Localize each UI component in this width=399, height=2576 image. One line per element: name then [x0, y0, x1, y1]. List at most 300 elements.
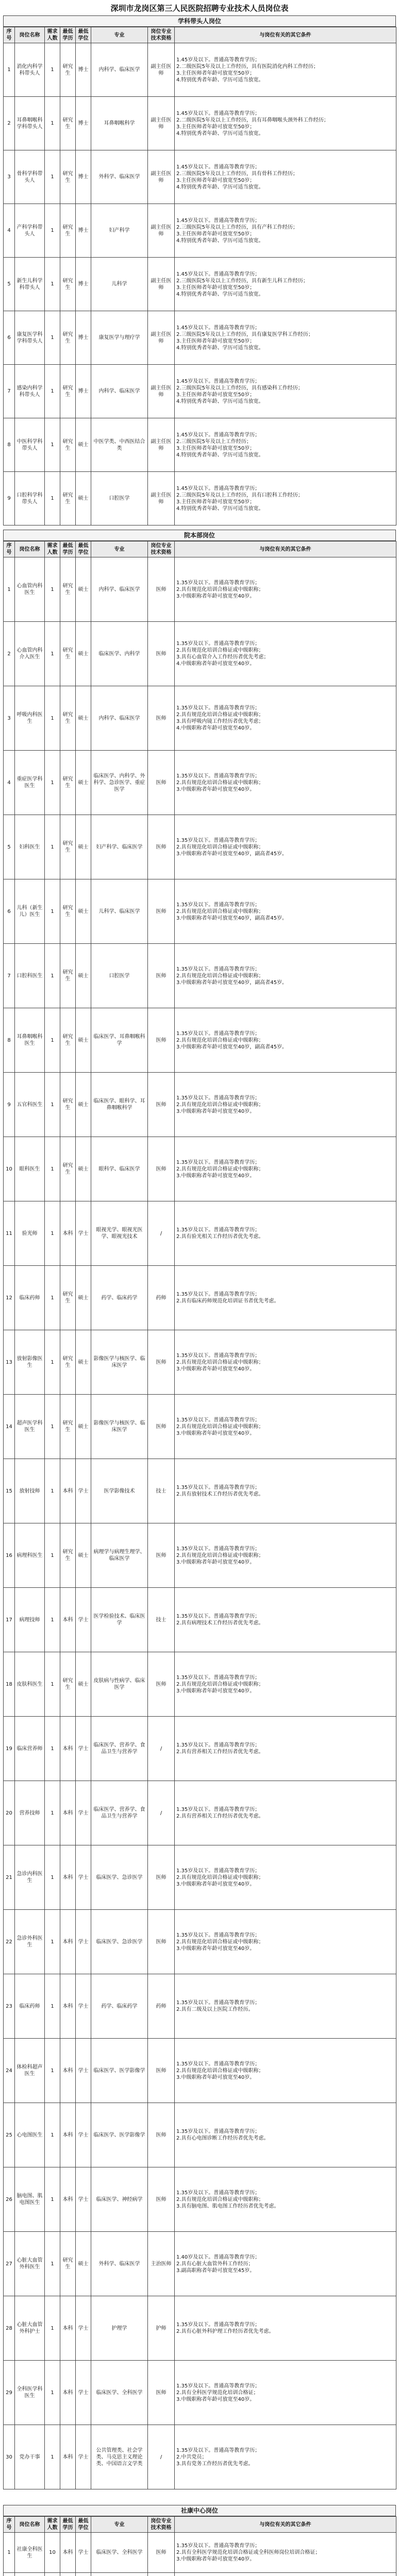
table-cell: 8 — [4, 1008, 15, 1073]
table-cell: 耳鼻咽喉科学 — [91, 97, 148, 150]
column-header: 最低学历 — [60, 27, 76, 43]
table-cell: 学士 — [76, 1588, 91, 1652]
table-cell: 硕士 — [76, 1330, 91, 1395]
table-cell: 内科学、临床医学 — [91, 557, 148, 622]
column-header: 专业 — [91, 27, 148, 43]
column-header: 需求人数 — [45, 27, 60, 43]
column-header: 岗位名称 — [15, 541, 45, 557]
table-cell: 儿科学、临床医学 — [91, 879, 148, 944]
table-cell: 1.35岁及以下。普通高等教育学历； 2.具有规范化培训合格证或中级职称； 3.中级职称者年龄可放宽至40岁。 — [175, 1137, 396, 1201]
table-cell: 康复医学科学科带头人 — [15, 311, 45, 365]
table-row — [4, 1137, 396, 1201]
table-cell: 社康全科医生 — [15, 2533, 45, 2573]
table-cell: 医学检验技术、临床医学 — [91, 1588, 148, 1652]
table-cell: 主治医师 — [148, 2232, 175, 2296]
table-cell: 7 — [4, 365, 15, 418]
table-cell: 1.45岁及以下。普通高等教育学历； 2.二级医院5年及以上工作经历，具有耳鼻咽喉头颈外科工作经历； 3.主任医师者年龄可放宽至50岁； 4.特别优秀者年龄、学历可适当放宽。 — [175, 97, 396, 150]
table-cell: 1 — [45, 1523, 60, 1588]
table-cell: 内科学、临床医学 — [91, 686, 148, 751]
table-cell: 临床医学、医学影像学 — [91, 2039, 148, 2103]
table-cell: 1 — [45, 258, 60, 311]
table-row — [4, 557, 396, 622]
table-cell: 研究生 — [60, 150, 76, 204]
table-cell: 妇产科学 — [91, 204, 148, 258]
table-cell: 3 — [4, 150, 15, 204]
section-label: 社康中心岗位 — [3, 2505, 396, 2516]
table-cell: 本科 — [60, 1910, 76, 1974]
table-cell: 副主任医师 — [148, 43, 175, 97]
table-cell: 学士 — [76, 2167, 91, 2232]
table-cell: 硕士 — [76, 1008, 91, 1073]
table-cell: 24 — [4, 2039, 15, 2103]
table-cell: 18 — [4, 1652, 15, 1717]
table-cell: 硕士 — [76, 1523, 91, 1588]
table-cell: 硕士 — [76, 1652, 91, 1717]
column-header: 需求人数 — [45, 2517, 60, 2533]
table-cell: 1 — [45, 2425, 60, 2489]
table-cell: 医师 — [148, 2361, 175, 2425]
table-cell: 10 — [45, 2533, 60, 2573]
column-header: 序号 — [4, 27, 15, 43]
table-cell: 医师 — [148, 751, 175, 815]
table-cell: 1 — [45, 1974, 60, 2039]
table-cell: 放射技师 — [15, 1459, 45, 1523]
table-cell: 1.35岁及以下。普通高等教育学历； 2.具有规范化培训合格证或中级职称； 3.中级职称者年龄可放宽至40岁，副高者45岁。 — [175, 944, 396, 1008]
table-cell: 研究生 — [60, 365, 76, 418]
table-cell: 27 — [4, 2232, 15, 2296]
table-cell: 医师 — [148, 557, 175, 622]
table-cell: 研究生 — [60, 311, 76, 365]
column-header: 与岗位有关的其它条件 — [175, 27, 396, 43]
table-cell: 感染内科学科带头人 — [15, 365, 45, 418]
table-cell: 硕士 — [76, 1395, 91, 1459]
table-row — [4, 204, 396, 258]
table-cell: 消化内科学科带头人 — [15, 43, 45, 97]
table-row — [4, 1266, 396, 1330]
table-cell: 病理学与病理生理学、临床医学 — [91, 1523, 148, 1588]
table-cell: 1 — [4, 557, 15, 622]
table-cell: 1 — [45, 1266, 60, 1330]
table-cell: 1.45岁及以下。普通高等教育学历； 2.三级医院5年及以上工作经历，具有产科工作经历； 3.主任医师者年龄可放宽至50岁； 4.特别优秀者年龄、学历可适当放宽。 — [175, 204, 396, 258]
table-cell: 4 — [4, 204, 15, 258]
table-cell: 1 — [45, 944, 60, 1008]
table-cell: 1.35岁及以下。普通高等教育学历； 2.中共党员； 3.具有党务工作经历者优先考虑。 — [175, 2425, 396, 2489]
table-row — [4, 311, 396, 365]
table-cell: 研究生 — [60, 879, 76, 944]
table-row — [4, 97, 396, 150]
table-cell: 康复医学与理疗学 — [91, 311, 148, 365]
table-cell: 30 — [4, 2425, 15, 2489]
table-row — [4, 258, 396, 311]
table-cell: 1.35岁及以下。普通高等教育学历； 2.具有规范化培训合格证或中级职称； 3.中级职称者年龄可放宽至40岁，副高者45岁。 — [175, 879, 396, 944]
table-cell: 本科 — [60, 1717, 76, 1781]
table-cell: 1.45岁及以下。普通高等教育学历； 2.三级医院5年及以上工作经历，具有感染科工作经历； 3.主任医师者年龄可放宽至50岁； 4.特别优秀者年龄、学历可适当放宽。 — [175, 365, 396, 418]
table-cell: 本科 — [60, 1974, 76, 2039]
table-row — [4, 2361, 396, 2425]
table-cell: 1 — [45, 1073, 60, 1137]
table-cell: 口腔科学科带头人 — [15, 472, 45, 526]
table-cell: 硕士 — [76, 751, 91, 815]
table-cell: 体检科超声医生 — [15, 2039, 45, 2103]
table-cell: 心电图医生 — [15, 2103, 45, 2167]
table-row — [4, 686, 396, 751]
table-cell: 中医学类、中西医结合类 — [91, 418, 148, 472]
table-row — [4, 1588, 396, 1652]
table-cell: 研究生 — [60, 204, 76, 258]
table-cell: 6 — [4, 879, 15, 944]
table-header-row — [4, 27, 396, 43]
table-cell — [15, 2573, 45, 2576]
table-cell: 医师 — [148, 686, 175, 751]
column-header: 序号 — [4, 2517, 15, 2533]
table-cell: 1 — [45, 1459, 60, 1523]
table-cell: 1 — [45, 1652, 60, 1717]
table-cell: 中医科学科带头人 — [15, 418, 45, 472]
table-cell: 学士 — [76, 1974, 91, 2039]
table-cell: 14 — [4, 1395, 15, 1459]
table-cell: 5 — [4, 815, 15, 879]
table-cell: 骨科学科带头人 — [15, 150, 45, 204]
table-cell: 临床医学、全科医学 — [91, 2533, 148, 2573]
table-row — [4, 1008, 396, 1073]
table-cell: 1.35岁及以下。普通高等教育学历； 2.具有规范化培训合格证或中级职称； 3.中级职称者年龄可放宽至40岁。 — [175, 1073, 396, 1137]
table-cell: 26 — [4, 2167, 15, 2232]
table-cell: 病理科医生 — [15, 1523, 45, 1588]
table-cell: 全科医学科医生 — [15, 2361, 45, 2425]
table-cell: 硕士 — [76, 1073, 91, 1137]
table-cell: 药学、临床药学 — [91, 1266, 148, 1330]
table-cell: 研究生 — [60, 1137, 76, 1201]
table-cell: 学士 — [76, 1459, 91, 1523]
table-cell: 临床医学、全科医学 — [91, 2361, 148, 2425]
table-cell: 23 — [4, 1974, 15, 2039]
table-cell: 新生儿科学科带头人 — [15, 258, 45, 311]
table-row — [4, 1523, 396, 1588]
table-cell: 博士 — [76, 258, 91, 311]
table-cell: 25 — [4, 2103, 15, 2167]
table-cell: 1.35岁及以下。普通高等教育学历； 2.具有心电图诊断工作经历者优先考虑。 — [175, 2103, 396, 2167]
table-row — [4, 622, 396, 686]
table-cell: 研究生 — [60, 622, 76, 686]
table-cell: 1 — [45, 815, 60, 879]
table-cell — [76, 2573, 91, 2576]
table-cell: 1 — [45, 2296, 60, 2361]
table-cell: 硕士 — [76, 879, 91, 944]
table-cell: 1 — [45, 97, 60, 150]
table-cell: 耳鼻咽喉科医生 — [15, 1008, 45, 1073]
table-cell: 1 — [45, 418, 60, 472]
table-cell: 1 — [45, 1588, 60, 1652]
table-cell: 2 — [4, 622, 15, 686]
table-cell: 2 — [4, 97, 15, 150]
table-cell: 研究生 — [60, 1652, 76, 1717]
table-cell: 本科 — [60, 2533, 76, 2573]
job-table — [3, 27, 396, 526]
table-cell: 1.45岁及以下。普通高等教育学历； 2.二级医院5年及以上工作经历，具有医院消化内科工作经历； 3.主任医师者年龄可放宽至50岁； 4.特别优秀者年龄、学历可适当放宽。 — [175, 43, 396, 97]
section-2 — [3, 530, 396, 2489]
table-cell: 公共管理类、社会学类、马克思主义理论类、中国语言文学类 — [91, 2425, 148, 2489]
table-cell: 研究生 — [60, 418, 76, 472]
column-header: 最低学历 — [60, 2517, 76, 2533]
table-cell: 医师 — [148, 1073, 175, 1137]
table-cell: 重症医学科医生 — [15, 751, 45, 815]
table-cell: 29 — [4, 2361, 15, 2425]
table-cell: 本科 — [60, 2103, 76, 2167]
table-cell: 医师 — [148, 1910, 175, 1974]
table-cell: 技士 — [148, 1459, 175, 1523]
table-cell: 1 — [45, 1395, 60, 1459]
table-cell: 医师 — [148, 879, 175, 944]
table-cell: 护理学 — [91, 2296, 148, 2361]
section-3 — [3, 2505, 396, 2576]
table-cell: 医师 — [148, 815, 175, 879]
table-cell: 1 — [45, 751, 60, 815]
table-cell: 1.35岁及以下。普通高等教育学历； 2.具有规范化培训合格证或中级职称； 3.中级职称者年龄可放宽至40岁。 — [175, 1330, 396, 1395]
table-cell: 眼视光学、眼视光医学、眼视光技术 — [91, 1201, 148, 1266]
table-cell: 17 — [4, 1588, 15, 1652]
section-label: 院本部岗位 — [3, 530, 396, 541]
table-row — [4, 2296, 396, 2361]
table-cell: 1.35岁及以下。普通高等教育学历； 2.具有二级及以上医院工作经历。 — [175, 1974, 396, 2039]
table-cell: 学士 — [76, 1781, 91, 1845]
table-cell: 硕士 — [76, 622, 91, 686]
table-cell: 本科 — [60, 2167, 76, 2232]
table-cell: 本科 — [60, 2296, 76, 2361]
table-cell: 临床营养师 — [15, 1717, 45, 1781]
table-cell: 22 — [4, 1910, 15, 1974]
table-cell — [4, 2573, 15, 2576]
table-cell: 1 — [4, 43, 15, 97]
table-cell: 1 — [45, 43, 60, 97]
table-cell: 10 — [4, 1137, 15, 1201]
table-cell: 研究生 — [60, 1330, 76, 1395]
table-cell: 影像医学与核医学、临床医学 — [91, 1330, 148, 1395]
table-cell: 护师 — [148, 2296, 175, 2361]
table-cell: 1 — [45, 1008, 60, 1073]
section-label: 学科带头人岗位 — [3, 15, 396, 27]
table-cell: 研究生 — [60, 557, 76, 622]
table-cell: 口腔医学 — [91, 944, 148, 1008]
table-cell: 研究生 — [60, 1008, 76, 1073]
table-cell: 博士 — [76, 97, 91, 150]
table-cell: 1 — [4, 2533, 15, 2573]
table-row — [4, 365, 396, 418]
table-cell: 耳鼻咽喉科学科带头人 — [15, 97, 45, 150]
table-cell: 本科 — [60, 1845, 76, 1910]
table-cell: 研究生 — [60, 1395, 76, 1459]
table-cell: 临床医学、营养学、食品卫生与营养学 — [91, 1781, 148, 1845]
table-cell: 博士 — [76, 365, 91, 418]
table-row — [4, 2425, 396, 2489]
table-cell: 本科 — [60, 1201, 76, 1266]
table-cell: 医师 — [148, 2533, 175, 2573]
table-cell: 9 — [4, 472, 15, 526]
table-row — [4, 43, 396, 97]
table-cell — [60, 2573, 76, 2576]
column-header: 专业 — [91, 541, 148, 557]
table-cell: 博士 — [76, 43, 91, 97]
table-cell: 硕士 — [76, 686, 91, 751]
table-cell: 1 — [45, 622, 60, 686]
table-row — [4, 944, 396, 1008]
table-cell: 硕士 — [76, 472, 91, 526]
table-cell: 学士 — [76, 2361, 91, 2425]
column-header: 最低学位 — [76, 2517, 91, 2533]
table-cell: 皮肤科医生 — [15, 1652, 45, 1717]
table-cell: 16 — [4, 1523, 15, 1588]
table-cell: 药师 — [148, 1974, 175, 2039]
table-cell: 7 — [4, 944, 15, 1008]
table-cell: 硕士 — [76, 2232, 91, 2296]
table-cell: 1 — [45, 150, 60, 204]
table-cell: 博士 — [76, 311, 91, 365]
table-cell: 学士 — [76, 1201, 91, 1266]
column-header: 岗位专业技术资格 — [148, 27, 175, 43]
table-cell: 临床药师 — [15, 1266, 45, 1330]
table-cell: 1 — [45, 1330, 60, 1395]
table-cell: 心脏大血管外科护士 — [15, 2296, 45, 2361]
table-cell: 营养技师 — [15, 1781, 45, 1845]
column-header: 岗位专业技术资格 — [148, 2517, 175, 2533]
table-cell: 急诊内科医生 — [15, 1845, 45, 1910]
table-cell: 研究生 — [60, 97, 76, 150]
table-cell: / — [148, 1717, 175, 1781]
table-cell: 医师 — [148, 944, 175, 1008]
table-cell: 临床医学、急诊医学 — [91, 1845, 148, 1910]
table-cell: 1.40岁及以下。普通高等教育学历； 2.具有心脏大血管外科工作经历； 3.副高职称者年龄可放宽至45岁。 — [175, 2232, 396, 2296]
table-cell: 1.35岁及以下。普通高等教育学历； 2.具有营养相关工作经历者优先考虑。 — [175, 1717, 396, 1781]
table-cell: 1 — [45, 1910, 60, 1974]
table-row — [4, 1845, 396, 1910]
table-cell: 眼科医生 — [15, 1137, 45, 1201]
table-cell: 硕士 — [76, 944, 91, 1008]
table-cell — [45, 2573, 60, 2576]
table-cell: 妇产科学、临床医学 — [91, 815, 148, 879]
table-cell: 学士 — [76, 1845, 91, 1910]
table-row — [4, 879, 396, 944]
table-cell: 医师 — [148, 622, 175, 686]
table-cell: 1.35岁及以下。普通高等教育学历； 2.具有规范化培训合格证或中级职称； 3.中级职称者年龄可放宽至40岁。 — [175, 557, 396, 622]
table-row — [4, 1330, 396, 1395]
table-cell: 1.35岁及以下。普通高等教育学历； 2.具有验光相关工作经历者优先考虑。 — [175, 1201, 396, 1266]
table-cell: 外科学、临床医学 — [91, 2232, 148, 2296]
table-row — [4, 1073, 396, 1137]
table-cell: 学士 — [76, 2425, 91, 2489]
table-row — [4, 815, 396, 879]
table-header-row — [4, 541, 396, 557]
table-cell: 妇科医生 — [15, 815, 45, 879]
table-cell: 产科学科带头人 — [15, 204, 45, 258]
table-cell: 本科 — [60, 2361, 76, 2425]
table-cell: 4 — [4, 751, 15, 815]
column-header: 与岗位有关的其它条件 — [175, 2517, 396, 2533]
column-header: 专业 — [91, 2517, 148, 2533]
column-header: 岗位专业技术资格 — [148, 541, 175, 557]
table-cell: 皮肤病与性病学、临床医学 — [91, 1652, 148, 1717]
table-cell: 心脏大血管外科医生 — [15, 2232, 45, 2296]
table-cell: 硕士 — [76, 1266, 91, 1330]
table-cell: 药学、临床药学 — [91, 1974, 148, 2039]
table-cell: 1.35岁及以下。普通高等教育学历； 2.具有放射技术工作经历者优先考虑。 — [175, 1459, 396, 1523]
table-cell: 本科 — [60, 2425, 76, 2489]
table-row — [4, 2103, 396, 2167]
table-cell: 急诊外科医生 — [15, 1910, 45, 1974]
table-cell: 副主任医师 — [148, 365, 175, 418]
table-cell: 1.35岁及以下。普通高等教育学历； 2.具有规范化培训合格证或中级职称； 3.中级职称者年龄可放宽至40岁。 — [175, 1395, 396, 1459]
table-cell: 1.35岁及以下。普通高等教育学历； 2.具有心脏外科护理工作经历者优先考虑。 — [175, 2296, 396, 2361]
table-cell: 12 — [4, 1266, 15, 1330]
table-cell: 1 — [45, 1137, 60, 1201]
table-row — [4, 472, 396, 526]
table-cell: 医师 — [148, 1137, 175, 1201]
table-cell: 1 — [45, 1845, 60, 1910]
table-cell: 1.35岁及以下。普通高等教育学历； 2.具有规范化培训合格证或中级职称； 3.中级职称者年龄可放宽至40岁。 — [175, 1652, 396, 1717]
table-cell: 医师 — [148, 2039, 175, 2103]
table-cell: / — [148, 1781, 175, 1845]
table-cell: 1.45岁及以下。普通高等教育学历； 2.三级医院5年及以上工作经历，具有骨科工作经历； 3.主任医师者年龄可放宽至50岁； 4.特别优秀者年龄、学历可适当放宽。 — [175, 150, 396, 204]
table-cell: 医师 — [148, 1008, 175, 1073]
table-cell: 13 — [4, 1330, 15, 1395]
table-cell: 临床医学、耳鼻咽喉科学 — [91, 1008, 148, 1073]
table-cell: 1 — [45, 879, 60, 944]
table-cell: 1.35岁及以下。普通高等教育学历； 2.具有规范化培训合格证或中级职称； 3.具有呼吸内镜工作经历者优先考虑； 4.中级职称者年龄可放宽至40岁。 — [175, 686, 396, 751]
table-row — [4, 1781, 396, 1845]
table-cell: 1.35岁及以下。普通高等教育学历； 2.具有规范化培训合格证或中级职称； 3.中级职称者年龄可放宽至40岁。 — [175, 1845, 396, 1910]
table-cell: 技士 — [148, 1588, 175, 1652]
table-cell: 临床医学、医学影像学 — [91, 2103, 148, 2167]
table-row — [4, 2232, 396, 2296]
column-header: 最低学位 — [76, 541, 91, 557]
table-cell — [175, 2573, 396, 2576]
table-cell: 医师 — [148, 1652, 175, 1717]
table-cell: 9 — [4, 1073, 15, 1137]
table-cell: 临床医学、营养学、食品卫生与营养学 — [91, 1717, 148, 1781]
table-cell: 副主任医师 — [148, 258, 175, 311]
table-cell: 医师 — [148, 2103, 175, 2167]
table-cell: 学士 — [76, 2533, 91, 2573]
table-cell: 1.35岁及以下。普通高等教育学历； 2.具有临床药师规范化培训证书者优先考虑。 — [175, 1266, 396, 1330]
table-cell: 呼吸内科医生 — [15, 686, 45, 751]
table-cell: 20 — [4, 1781, 15, 1845]
table-row — [4, 751, 396, 815]
table-cell: 副主任医师 — [148, 150, 175, 204]
table-row — [4, 1652, 396, 1717]
table-cell: 学士 — [76, 1910, 91, 1974]
table-cell: 1 — [45, 2167, 60, 2232]
table-cell: 1 — [45, 204, 60, 258]
table-cell: 1 — [45, 1781, 60, 1845]
table-cell: 临床医学、眼科学、耳鼻咽喉科学 — [91, 1073, 148, 1137]
table-cell: 研究生 — [60, 43, 76, 97]
table-cell: 医师 — [148, 1330, 175, 1395]
table-row — [4, 1395, 396, 1459]
column-header: 最低学位 — [76, 27, 91, 43]
table-cell: 博士 — [76, 150, 91, 204]
table-row — [4, 2039, 396, 2103]
table-cell: 口腔医学 — [91, 472, 148, 526]
table-cell: 1.35岁及以下。普通高等教育学历； 2.具有规范化培训合格证或中级职称； 3.中级职称者年龄可放宽至40岁，副高者45岁。 — [175, 815, 396, 879]
table-row — [4, 2533, 396, 2573]
table-cell: 1 — [45, 365, 60, 418]
table-cell: 1.35岁及以下。普通高等教育学历； 2.具有营养相关工作经历者优先考虑。 — [175, 1781, 396, 1845]
table-cell: 1.35岁及以下。普通高等教育学历； 2.具有规范化培训合格证或中级职称； 3.中级职称者年龄可放宽至40岁。 — [175, 751, 396, 815]
table-cell: 1 — [45, 2039, 60, 2103]
table-cell: / — [148, 2425, 175, 2489]
table-cell: 硕士 — [76, 815, 91, 879]
table-cell: 内科学、临床医学 — [91, 43, 148, 97]
table-row — [4, 2167, 396, 2232]
table-cell: 影像医学与核医学、临床医学 — [91, 1395, 148, 1459]
